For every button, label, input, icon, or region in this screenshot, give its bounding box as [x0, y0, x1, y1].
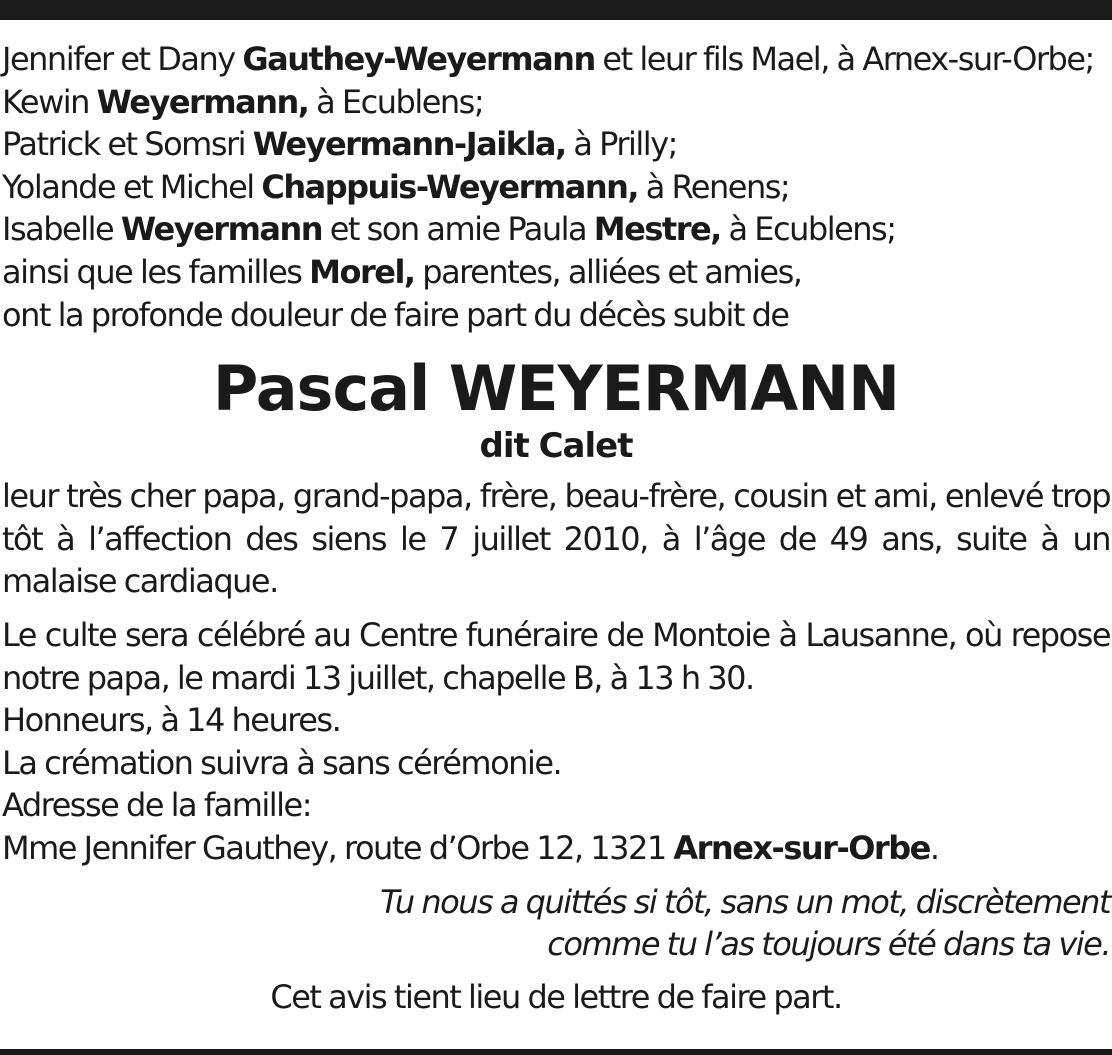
quote-line-1: Tu nous a quittés si tôt, sans un mot, discrètement	[380, 882, 1110, 921]
family-address-label: Adresse de la famille:	[2, 786, 312, 825]
family-surname: Chappuis-Weyermann,	[261, 167, 639, 206]
family-line-kewin	[2, 81, 1110, 124]
memorial-quote	[2, 881, 1110, 966]
top-border-rule	[0, 0, 1112, 20]
family-line-text: à Ecublens;	[720, 210, 896, 249]
family-line-text: à Ecublens;	[308, 82, 484, 121]
closing-statement: Cet avis tient lieu de lettre de faire part.	[270, 977, 842, 1016]
family-line-text: Isabelle	[2, 210, 121, 249]
deceased-nickname: dit Calet	[479, 426, 633, 467]
family-line-text: Patrick et Somsri	[2, 125, 253, 164]
family-line-text: et leur fils Mael, à Arnex-sur-Orbe;	[594, 40, 1094, 78]
family-line-morel	[2, 251, 1110, 294]
ceremony-honors: Honneurs, à 14 heures.	[2, 701, 341, 740]
address-street: Mme Jennifer Gauthey, route d’Orbe 12, 1321	[2, 828, 674, 867]
family-line-gauthey	[2, 38, 1110, 81]
bottom-border-rule	[0, 1049, 1112, 1055]
obituary-notice	[2, 38, 1110, 1018]
family-line-text: parentes, alliées et amies,	[414, 252, 802, 291]
family-surname: Weyermann	[120, 210, 323, 249]
announcement-line: ont la profonde douleur de faire part du décès subit de	[2, 295, 789, 334]
family-surname: Weyermann-Jaikla,	[252, 125, 566, 164]
family-address	[2, 827, 1110, 870]
quote-line-2: comme tu l’as toujours été dans ta vie.	[547, 925, 1110, 964]
address-city: Arnex-sur-Orbe	[673, 828, 930, 867]
family-line-text: Jennifer et Dany	[2, 40, 243, 78]
family-surname: Gauthey-Weyermann	[242, 40, 595, 78]
family-line-isabelle	[2, 208, 1110, 251]
address-period: .	[929, 828, 939, 867]
family-line-text: Yolande et Michel	[2, 167, 262, 206]
family-line-text: et son amie Paula	[322, 210, 594, 249]
family-surname: Morel,	[309, 252, 415, 291]
family-line-text: à Renens;	[638, 167, 790, 206]
family-line-yolande	[2, 166, 1110, 209]
family-line-text: Kewin	[2, 82, 97, 121]
ceremony-service: Le culte sera célébré au Centre funéraire de Montoie à Lausanne, où repose notre papa, le mardi 13 juillet, chapelle B, à 13 h 30.	[2, 615, 1110, 697]
deceased-name: Pascal WEYERMANN	[212, 352, 900, 426]
family-line-text: à Prilly;	[565, 125, 677, 164]
family-surname: Weyermann,	[96, 82, 309, 121]
ceremony-cremation: La crémation suivra à sans cérémonie.	[2, 743, 562, 782]
family-line-text: ainsi que les familles	[2, 252, 310, 291]
tribute-paragraph: leur très cher papa, grand-papa, frère, beau-frère, cousin et ami, enlevé trop tôt à l’affection des siens le 7 juillet 2010, à l’âge de 49 ans, suite à un malaise cardiaque.	[2, 477, 1110, 601]
family-line-patrick	[2, 123, 1110, 166]
family-surname: Mestre,	[593, 210, 721, 249]
